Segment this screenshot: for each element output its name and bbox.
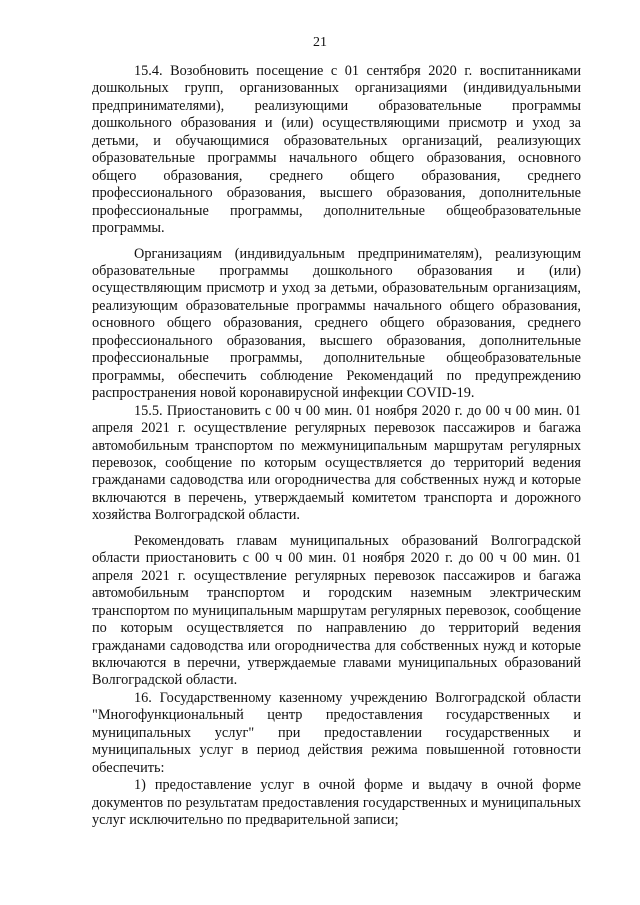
paragraph-15-5: 15.5. Приостановить с 00 ч 00 мин. 01 ноября 2020 г. до 00 ч 00 мин. 01 апреля 2021 г. осуществление регулярных перевозок пассажиров и багажа автомобильным транспортом по межмуниципальным маршрутам регулярных перевозок, сообщение по которым осуществляется до территорий ведения гражданами садоводства или огородничества для собственных нужд и которые включаются в перечень, утверждаемый комитетом транспорта и дорожного хозяйства Волгоградской области. (92, 402, 581, 524)
paragraph-organizations: Организациям (индивидуальным предпринимателям), реализующим образовательные программы дошкольного образования и (или) осуществляющим присмотр и уход за детьми, образовательным организациям, реализующим образовательные программы начального общего образования, основного общего образования, среднего общего образования, среднего профессионального образования, высшего образования, дополнительные профессиональные программы, дополнительные общеобразовательные программы, обеспечить соблюдение Рекомендаций по предупреждению распространения новой коронавирусной инфекции COVID-19. (92, 245, 581, 402)
paragraph-recommendation: Рекомендовать главам муниципальных образований Волгоградской области приостановить с 00 ч 00 мин. 01 ноября 2020 г. до 00 ч 00 мин. 01 апреля 2021 г. осуществление регулярных перевозок пассажиров и багажа автомобильным транспортом и городским наземным электрическим транспортом по муниципальным маршрутам регулярных перевозок, сообщение по которым осуществляется по направлению до территорий ведения гражданами садоводства или огородничества для собственных нужд и которые включаются в перечни, утверждаемые главами муниципальных образований Волгоградской области. (92, 532, 581, 689)
document-body (92, 63, 581, 829)
page-number: 21 (313, 35, 327, 50)
paragraph-15-4: 15.4. Возобновить посещение с 01 сентября 2020 г. воспитанниками дошкольных групп, организованных организациями (индивидуальными предпринимателями), реализующими образовательные программы дошкольного образования и (или) осуществляющими присмотр и уход за детьми, и обучающимися образовательных организаций, реализующих образовательные программы начального общего образования, основного общего образования, среднего общего образования, среднего профессионального образования, высшего образования, дополнительные профессиональные программы, дополнительные общеобразовательные программы. (92, 63, 581, 237)
paragraph-16: 16. Государственному казенному учреждению Волгоградской области "Многофункциональный центр предоставления государственных и муниципальных услуг" при предоставлении государственных и муниципальных услуг в период действия режима повышенной готовности обеспечить: (92, 689, 581, 776)
paragraph-16-item-1: 1) предоставление услуг в очной форме и выдачу в очной форме документов по результатам предоставления государственных и муниципальных услуг исключительно по предварительной записи; (92, 777, 581, 829)
